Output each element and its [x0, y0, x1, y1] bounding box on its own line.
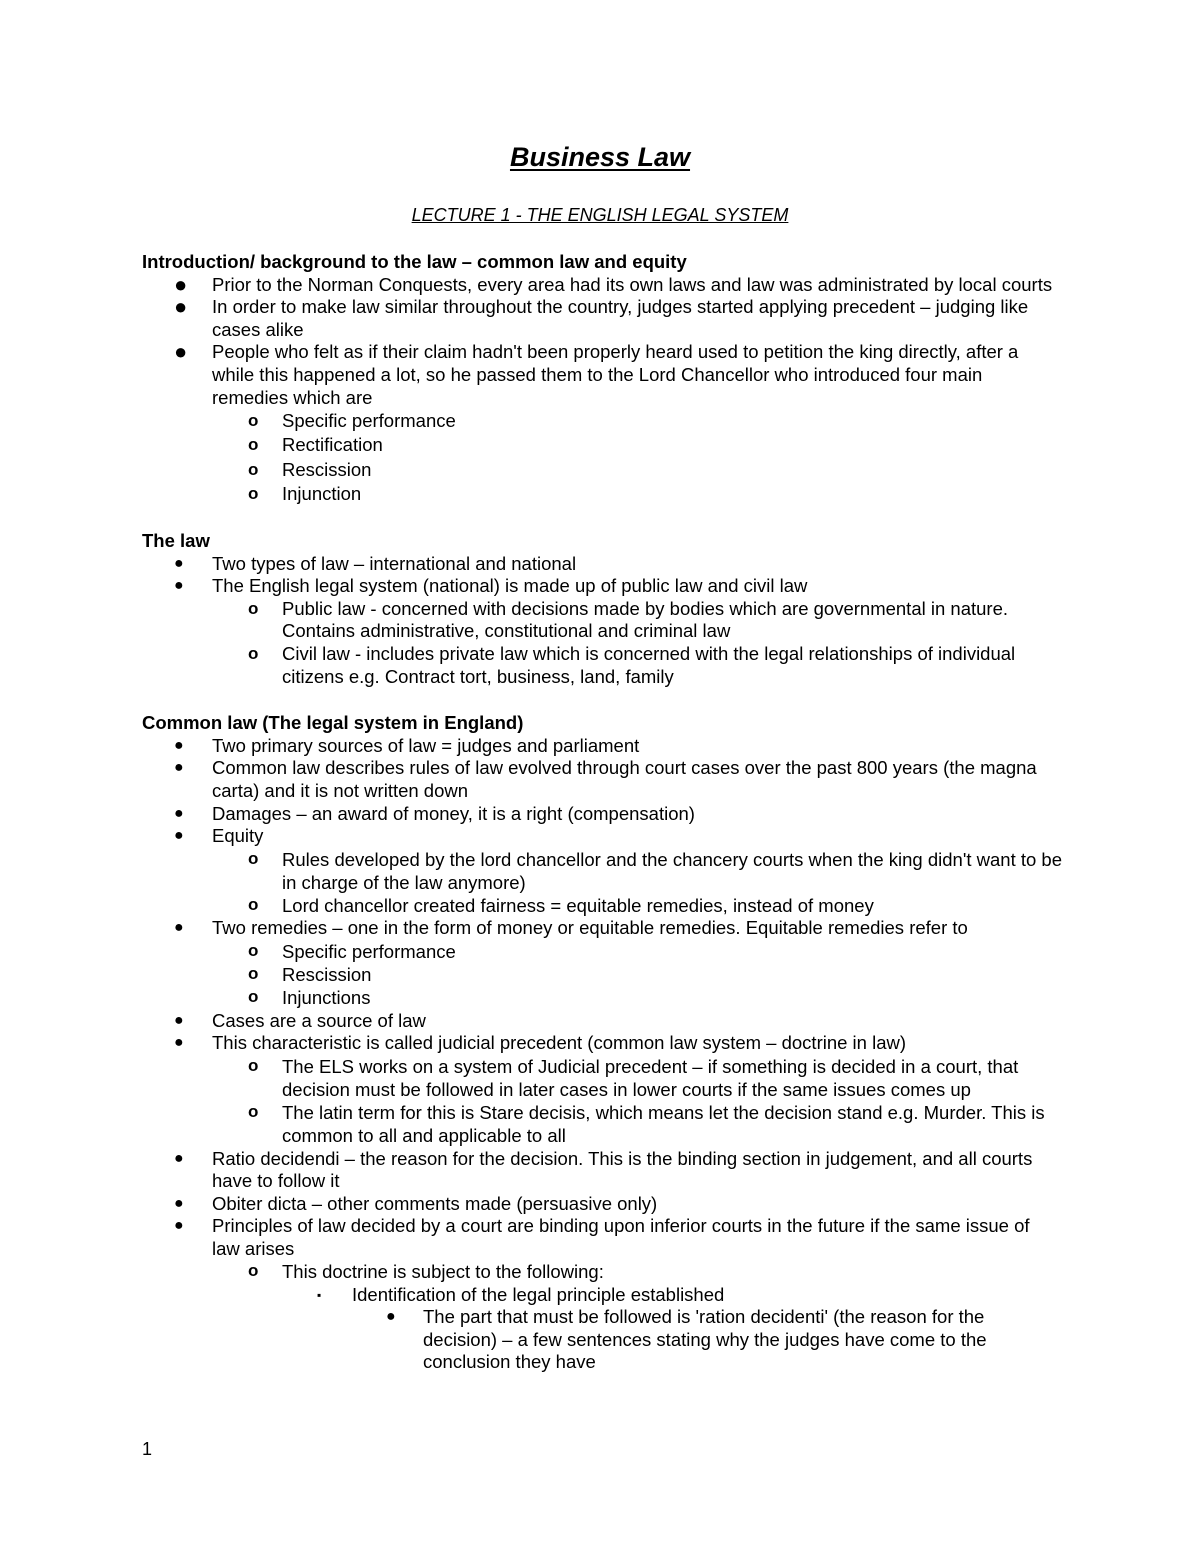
section-heading: Common law (The legal system in England) — [142, 712, 524, 734]
list-item: ● Two types of law – international and national — [174, 552, 577, 574]
bullet-icon: o — [248, 1055, 259, 1075]
section-the-law — [142, 530, 1062, 688]
section-common-law — [142, 712, 1062, 1374]
bullet-icon: o — [248, 598, 259, 618]
list-item: ● The English legal system (national) is made up of public law and civil law — [174, 575, 808, 597]
bullet-icon: o — [248, 848, 259, 868]
list-item: o Injunctions — [248, 987, 371, 1009]
list-item: ● Two remedies – one in the form of money or equitable remedies. Equitable remedies refer to — [174, 917, 968, 939]
bullet-icon: o — [248, 435, 259, 455]
bullet-icon: ● — [174, 736, 184, 754]
bullet-icon: o — [248, 1261, 259, 1281]
list-item: o Lord chancellor created fairness = equitable remedies, instead of money — [248, 895, 874, 917]
bullet-icon: o — [248, 459, 259, 479]
bullet-icon: o — [248, 940, 259, 960]
list-item: ● Common law describes rules of law evolved through court cases over the past 800 years (the magna carta) and it is not written down — [174, 757, 1037, 801]
list-item: ● Prior to the Norman Conquests, every area had its own laws and law was administrated by local courts — [174, 271, 1053, 297]
bullet-list — [142, 553, 1062, 689]
bullet-icon: ● — [174, 919, 184, 937]
page-number: 1 — [142, 1439, 153, 1459]
list-item: o Rectification — [142, 433, 1062, 457]
list-item: o Specific performance — [248, 940, 456, 962]
list-item: ● In order to make law similar throughout the country, judges started applying precedent – judging like cases alike — [174, 294, 1029, 340]
list-item: ● Two primary sources of law = judges and parliament — [174, 734, 640, 756]
bullet-icon: o — [248, 1102, 259, 1122]
list-item: ● People who felt as if their claim hadn't been properly heard used to petition the king directly, after a while this happened a lot, so he passed them to the Lord Chancellor who introduced four main remedies which are — [174, 339, 1019, 408]
bullet-icon: ● — [174, 271, 188, 297]
list-item: o Public law - concerned with decisions made by bodies which are governmental in nature. Contains administrative, constitutional and criminal law — [248, 597, 1008, 642]
list-item: ● Principles of law decided by a court are binding upon inferior courts in the future if the same issue of law arises — [174, 1215, 1030, 1259]
bullet-icon: ● — [174, 1217, 184, 1235]
list-item: ● Equity — [174, 825, 264, 847]
notes-body — [142, 251, 1062, 1374]
bullet-icon: ● — [174, 759, 184, 777]
bullet-icon: ● — [174, 554, 184, 572]
list-item: o Rules developed by the lord chancellor and the chancery courts when the king didn't want to be in charge of the law anymore) — [248, 848, 1062, 893]
bullet-icon: o — [248, 987, 259, 1007]
bullet-list — [142, 271, 1062, 506]
bullet-icon: o — [248, 643, 259, 663]
bullet-icon: ● — [174, 339, 188, 365]
list-item: o The latin term for this is Stare decisis, which means let the decision stand e.g. Murder. This is common to all and applicable to all — [248, 1102, 1045, 1147]
list-item: o Specific performance — [142, 409, 1062, 433]
list-item: ● The part that must be followed is 'ration decidenti' (the reason for the decision) – a few sentences stating why the judges have come to the conclusion they have — [386, 1306, 987, 1373]
lecture-title: LECTURE 1 - THE ENGLISH LEGAL SYSTEM — [411, 205, 789, 225]
bullet-icon: o — [248, 895, 259, 915]
bullet-icon: ● — [174, 1034, 184, 1052]
bullet-icon: ● — [174, 804, 184, 822]
bullet-icon: ● — [174, 1011, 184, 1029]
bullet-icon: ● — [174, 577, 184, 595]
list-item: o This doctrine is subject to the following: — [248, 1261, 604, 1283]
list-item: ● This characteristic is called judicial precedent (common law system – doctrine in law) — [174, 1032, 907, 1054]
section-heading: Introduction/ background to the law – common law and equity — [142, 251, 687, 272]
bullet-list — [142, 735, 1062, 1374]
bullet-icon: ▪ — [317, 1287, 322, 1302]
bullet-icon: ● — [174, 827, 184, 845]
section-heading: The law — [142, 529, 210, 551]
list-item: ● Damages – an award of money, it is a right (compensation) — [174, 802, 695, 824]
bullet-icon: ● — [386, 1308, 396, 1326]
bullet-icon: ● — [174, 1194, 184, 1212]
list-item: ● Obiter dicta – other comments made (persuasive only) — [174, 1192, 658, 1214]
document-title: Business Law — [509, 142, 691, 172]
bullet-icon: o — [248, 411, 259, 431]
bullet-icon: o — [248, 964, 259, 984]
list-item: o Civil law - includes private law which is concerned with the legal relationships of individual citizens e.g. Contract tort, business, land, family — [248, 642, 1016, 687]
list-item: ● Ratio decidendi – the reason for the decision. This is the binding section in judgement, and all courts have to follow it — [174, 1147, 1033, 1192]
list-item: ● Cases are a source of law — [174, 1009, 426, 1031]
section-intro — [142, 251, 1062, 506]
list-item: ▪ Identification of the legal principle established — [317, 1283, 725, 1305]
list-item: o Rescission — [142, 458, 1062, 482]
bullet-icon: o — [248, 483, 259, 503]
bullet-icon: ● — [174, 1149, 184, 1167]
bullet-icon: ● — [174, 294, 188, 320]
list-item: o The ELS works on a system of Judicial precedent – if something is decided in a court, that decision must be followed in later cases in lower courts if the same issues comes up — [248, 1055, 1019, 1100]
list-item: o Injunction — [142, 482, 1062, 506]
list-item: o Rescission — [248, 964, 372, 986]
